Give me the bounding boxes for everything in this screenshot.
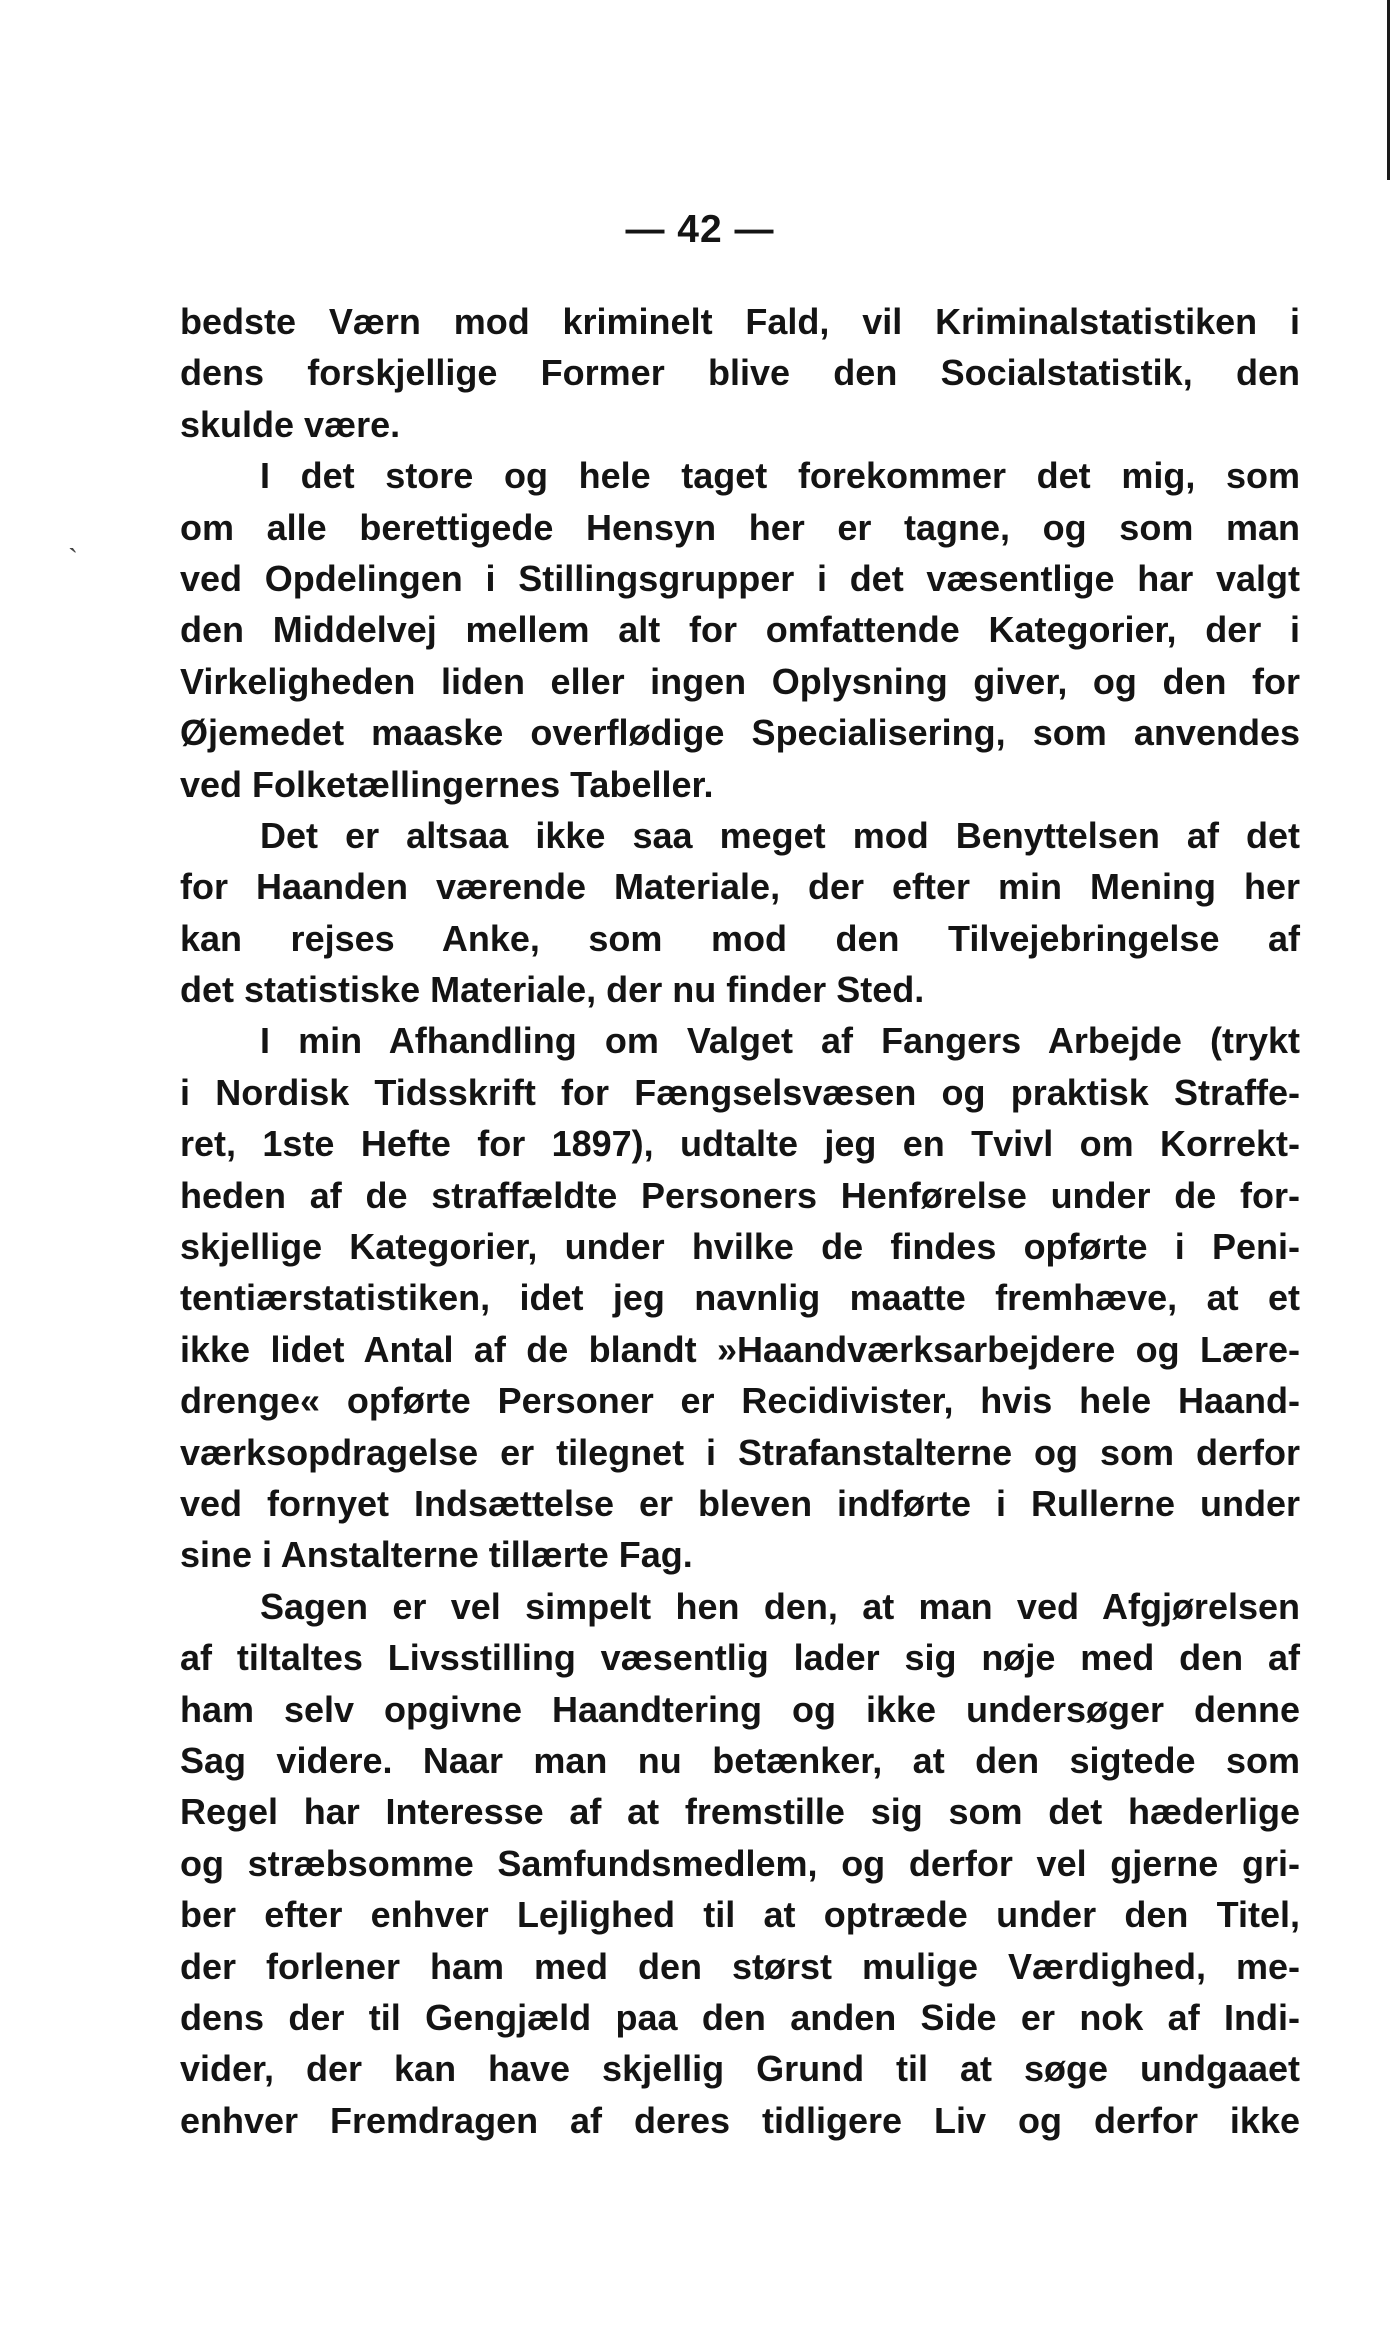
text-line: Regel har Interesse af at fremstille sig som det hæderlige — [180, 1791, 1300, 1833]
text-line: det statistiske Materiale, der nu finder Sted. — [180, 969, 925, 1011]
text-line: ikke lidet Antal af de blandt »Haandværksarbejdere og Lære- — [180, 1328, 1300, 1370]
text-line: Øjemedet maaske overflødige Specialisering, som anvendes — [180, 712, 1300, 754]
text-line: den Middelvej mellem alt for omfattende Kategorier, der i — [180, 609, 1300, 651]
text-line: for Haanden værende Materiale, der efter min Mening her — [180, 866, 1300, 908]
text-line: i Nordisk Tidsskrift for Fængselsvæsen og praktisk Straffe- — [180, 1071, 1300, 1113]
text-line: om alle berettigede Hensyn her er tagne, og som man — [180, 506, 1300, 548]
text-line: vider, der kan have skjellig Grund til at søge undgaaet — [180, 2048, 1300, 2090]
stray-ink-mark: ˏ — [68, 520, 78, 553]
text-line: kan rejses Anke, som mod den Tilvejebringelse af — [180, 917, 1300, 959]
text-line: skulde være. — [180, 403, 401, 445]
text-line: og stræbsomme Samfundsmedlem, og derfor vel gjerne gri- — [180, 1842, 1300, 1884]
text-line: der forlener ham med den størst mulige Værdighed, me- — [180, 1945, 1300, 1987]
text-line: Det er altsaa ikke saa meget mod Benyttelsen af det — [260, 814, 1300, 856]
text-line: ved fornyet Indsættelse er bleven indførte i Rullerne under — [180, 1482, 1300, 1524]
text-line: Virkeligheden liden eller ingen Oplysning giver, og den for — [180, 660, 1300, 702]
text-line: ret, 1ste Hefte for 1897), udtalte jeg en Tvivl om Korrekt- — [180, 1123, 1300, 1165]
text-line: Sag videre. Naar man nu betænker, at den sigtede som — [180, 1739, 1300, 1781]
text-line: ved Opdelingen i Stillingsgrupper i det væsentlige har valgt — [180, 557, 1300, 599]
text-line: ber efter enhver Lejlighed til at optræde under den Titel, — [180, 1894, 1300, 1936]
text-line: af tiltaltes Livsstilling væsentlig lader sig nøje med den af — [180, 1637, 1300, 1679]
text-line: I det store og hele taget forekommer det mig, som — [260, 455, 1300, 497]
text-line: værksopdragelse er tilegnet i Strafanstalterne og som derfor — [180, 1431, 1300, 1473]
text-line: heden af de straffældte Personers Henførelse under de for- — [180, 1174, 1300, 1216]
text-line: dens der til Gengjæld paa den anden Side er nok af Indi- — [180, 1996, 1300, 2038]
text-line: sine i Anstalterne tillærte Fag. — [180, 1534, 693, 1576]
text-line: dens forskjellige Former blive den Socialstatistik, den — [180, 352, 1300, 394]
scan-edge-line — [1387, 0, 1390, 180]
text-line: Sagen er vel simpelt hen den, at man ved Afgjørelsen — [260, 1585, 1300, 1627]
text-line: bedste Værn mod kriminelt Fald, vil Kriminalstatistiken i — [180, 301, 1300, 342]
page-number: — 42 — — [625, 208, 775, 251]
text-line: skjellige Kategorier, under hvilke de findes opførte i Peni- — [180, 1226, 1300, 1268]
body-text — [180, 296, 1300, 2146]
text-line: drenge« opførte Personer er Recidivister, hvis hele Haand- — [180, 1380, 1300, 1422]
text-line: ham selv opgivne Haandtering og ikke undersøger denne — [180, 1688, 1300, 1730]
text-line: ved Folketællingernes Tabeller. — [180, 763, 714, 805]
text-line: tentiærstatistiken, idet jeg navnlig maatte fremhæve, at et — [180, 1277, 1300, 1319]
text-line: I min Afhandling om Valget af Fangers Arbejde (trykt — [260, 1020, 1300, 1062]
text-line: enhver Fremdragen af deres tidligere Liv og derfor ikke — [180, 2099, 1300, 2141]
